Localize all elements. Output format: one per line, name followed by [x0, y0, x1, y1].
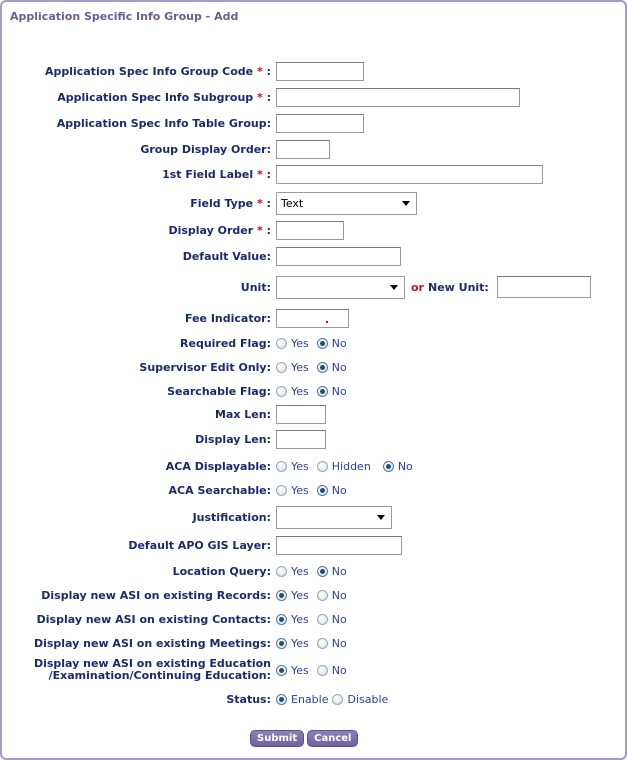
row-asi-education: Display new ASI on existing Education /Examination/Continuing Education: Yes No [0, 656, 627, 684]
required-marker: * [257, 223, 263, 237]
asi-records-no[interactable]: No [317, 589, 347, 602]
row-status: Status: Enable Disable [226, 692, 389, 706]
asi-education-yes[interactable]: Yes [276, 664, 309, 677]
button-bar [250, 730, 361, 747]
chevron-down-icon [402, 201, 410, 206]
label-display-len: Display Len [195, 432, 267, 446]
display-order-input[interactable] [276, 221, 344, 240]
label-location-query: Location Query [172, 564, 267, 578]
row-group-display-order: Group Display Order: [0, 139, 627, 159]
asi-meetings-no[interactable]: No [317, 637, 347, 650]
required-flag-no[interactable]: No [317, 337, 347, 350]
row-group-code: Application Spec Info Group Code * : [0, 61, 627, 81]
row-field-type: Field Type * : Text [0, 193, 627, 213]
label-group-code: Application Spec Info Group Code [44, 64, 254, 78]
asi-records-yes[interactable]: Yes [276, 589, 309, 602]
row-location-query: Location Query: Yes No [172, 564, 347, 578]
label-field-type: Field Type [190, 196, 254, 210]
group-display-order-input[interactable] [276, 140, 330, 159]
max-len-input[interactable] [276, 405, 326, 424]
asi-meetings-yes[interactable]: Yes [276, 637, 309, 650]
new-unit-label: New Unit: [427, 280, 489, 294]
aca-searchable-yes[interactable]: Yes [276, 484, 309, 497]
new-unit-input[interactable] [497, 276, 591, 298]
first-field-label-input[interactable] [276, 165, 543, 184]
fee-indicator-input[interactable] [276, 309, 349, 328]
field-type-select[interactable] [276, 192, 417, 215]
row-aca-searchable: ACA Searchable: Yes No [168, 483, 347, 497]
row-max-len: Max Len: [0, 404, 627, 424]
row-default-value: Default Value: [0, 246, 627, 266]
default-apo-gis-input[interactable] [276, 536, 402, 555]
row-searchable-flag: Searchable Flag: Yes No [167, 384, 347, 398]
or-text: or [411, 280, 424, 294]
justification-select[interactable] [276, 506, 392, 529]
supervisor-edit-yes[interactable]: Yes [276, 361, 309, 374]
chevron-down-icon [377, 515, 385, 520]
table-group-input[interactable] [276, 114, 364, 133]
field-type-value: Text [281, 196, 304, 210]
label-table-group: Application Spec Info Table Group [56, 116, 267, 130]
unit-select[interactable] [276, 276, 405, 299]
label-asi-meetings: Display new ASI on existing Meetings [33, 636, 267, 650]
row-unit: Unit: or New Unit: [0, 276, 627, 298]
searchable-flag-no[interactable]: No [317, 385, 347, 398]
row-fee-indicator: Fee Indicator: [0, 308, 627, 328]
row-asi-records: Display new ASI on existing Records: Yes No [41, 588, 347, 602]
label-subgroup: Application Spec Info Subgroup [57, 90, 254, 104]
label-asi-contacts: Display new ASI on existing Contacts [36, 612, 267, 626]
label-default-apo-gis: Default APO GIS Layer [128, 538, 267, 552]
label-group-display-order: Group Display Order [140, 142, 267, 156]
status-disable[interactable]: Disable [332, 693, 388, 706]
label-display-order: Display Order [168, 223, 254, 237]
label-aca-displayable: ACA Displayable [165, 459, 267, 473]
chevron-down-icon [390, 285, 398, 290]
location-query-yes[interactable]: Yes [276, 565, 309, 578]
row-supervisor-edit: Supervisor Edit Only: Yes No [139, 360, 347, 374]
label-first-field-label: 1st Field Label [162, 167, 254, 181]
label-supervisor-edit: Supervisor Edit Only [139, 360, 267, 374]
label-max-len: Max Len [214, 407, 267, 421]
cancel-button[interactable]: Cancel [307, 730, 358, 747]
row-display-len: Display Len: [0, 429, 627, 449]
aca-displayable-hidden[interactable]: Hidden [317, 460, 371, 473]
row-required-flag: Required Flag: Yes No [180, 336, 347, 350]
label-asi-education-line1: Display new ASI on existing Education [33, 657, 271, 670]
required-marker: * [257, 64, 263, 78]
asi-contacts-no[interactable]: No [317, 613, 347, 626]
page-title: Application Specific Info Group - Add [10, 10, 239, 23]
row-table-group: Application Spec Info Table Group: [0, 113, 627, 133]
row-aca-displayable: ACA Displayable: Yes Hidden No [165, 459, 413, 473]
label-status: Status [226, 692, 267, 706]
label-default-value: Default Value [182, 249, 267, 263]
row-asi-contacts: Display new ASI on existing Contacts: Yes No [36, 612, 347, 626]
asi-education-no[interactable]: No [317, 664, 347, 677]
asi-contacts-yes[interactable]: Yes [276, 613, 309, 626]
display-len-input[interactable] [276, 430, 326, 449]
label-justification: Justification [192, 510, 267, 524]
subgroup-input[interactable] [276, 88, 520, 107]
row-display-order: Display Order * : [0, 220, 627, 240]
label-fee-indicator: Fee Indicator [185, 311, 267, 325]
row-first-field-label: 1st Field Label * : [0, 164, 627, 184]
label-searchable-flag: Searchable Flag [167, 384, 267, 398]
row-asi-meetings: Display new ASI on existing Meetings: Yes No [33, 636, 347, 650]
status-enable[interactable]: Enable [276, 693, 328, 706]
label-asi-records: Display new ASI on existing Records [41, 588, 267, 602]
row-justification: Justification: [0, 506, 627, 528]
location-query-no[interactable]: No [317, 565, 347, 578]
aca-searchable-no[interactable]: No [317, 484, 347, 497]
searchable-flag-yes[interactable]: Yes [276, 385, 309, 398]
required-marker: * [257, 196, 263, 210]
required-marker: * [257, 90, 263, 104]
label-required-flag: Required Flag [180, 336, 267, 350]
row-default-apo-gis: Default APO GIS Layer: [0, 535, 627, 555]
label-unit: Unit [240, 280, 267, 294]
default-value-input[interactable] [276, 247, 401, 266]
label-asi-education-line2: /Examination/Continuing Education [48, 669, 267, 682]
aca-displayable-yes[interactable]: Yes [276, 460, 309, 473]
supervisor-edit-no[interactable]: No [317, 361, 347, 374]
aca-displayable-no[interactable]: No [383, 460, 413, 473]
group-code-input[interactable] [276, 62, 364, 81]
row-subgroup: Application Spec Info Subgroup * : [0, 87, 627, 107]
submit-button[interactable]: Submit [250, 730, 304, 747]
required-flag-yes[interactable]: Yes [276, 337, 309, 350]
label-aca-searchable: ACA Searchable [168, 483, 267, 497]
required-marker: * [257, 167, 263, 181]
